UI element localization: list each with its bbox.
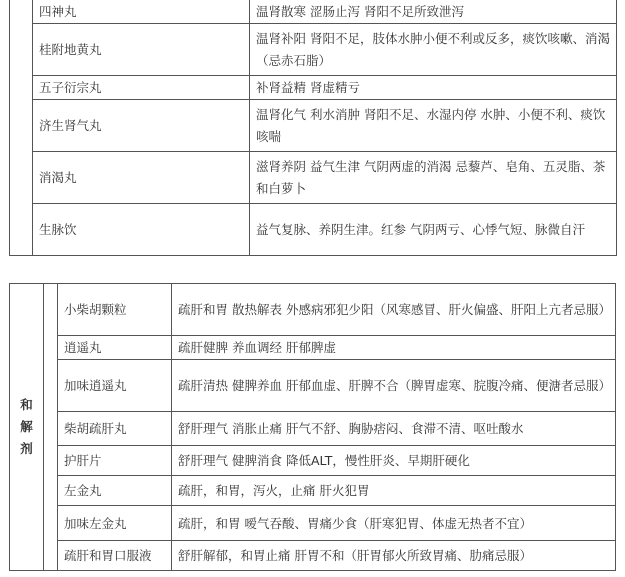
table-row [10,541,616,571]
table-row [10,0,617,24]
table-row [10,412,616,446]
table-row [10,446,616,476]
table-row [10,76,617,100]
formula-name: 五子衍宗丸 [33,76,250,100]
formula-name: 加味逍遥丸 [58,360,172,412]
formula-description: 疏肝健脾 养血调经 肝郁脾虚 [172,336,616,360]
formula-name: 小柴胡颗粒 [58,284,172,336]
formula-description: 疏肝，和胃，泻火，止痛 肝火犯胃 [172,476,616,506]
category-label [10,284,44,571]
formula-description: 疏肝清热 健脾养血 肝郁血虚、肝脾不合（脾胃虚寒、脘腹冷痛、便溏者忌服） [172,360,616,412]
formula-description: 温肾化气 利水消肿 肾阳不足、水湿内停 水肿、小便不利、痰饮咳喘 [250,100,617,152]
table-row [10,284,616,336]
formula-description: 疏肝和胃 散热解表 外感病邪犯少阳（风寒感冒、肝火偏盛、肝阳上亢者忌服） [172,284,616,336]
formula-name: 柴胡疏肝丸 [58,412,172,446]
formula-description: 舒肝理气 消胀止痛 肝气不舒、胸胁痞闷、食滞不清、呕吐酸水 [172,412,616,446]
table-row [10,100,617,152]
formula-description: 温肾补阳 肾阳不足，肢体水肿小便不利或反多，痰饮咳嗽、消渴（忌赤石脂） [250,24,617,76]
formula-name: 四神丸 [33,0,250,24]
formula-name: 桂附地黄丸 [33,24,250,76]
formula-name: 逍遥丸 [58,336,172,360]
formula-name: 护肝片 [58,446,172,476]
table-row [10,204,617,256]
table-row [10,152,617,204]
table-row [10,476,616,506]
formula-description: 舒肝解郁，和胃止痛 肝胃不和（肝胃郁火所致胃痛、肋痛忌服） [172,541,616,571]
category-char: 和 [20,397,33,412]
formula-name: 加味左金丸 [58,506,172,541]
category-char: 剂 [20,441,33,456]
formula-description: 补肾益精 肾虚精亏 [250,76,617,100]
table-row [10,360,616,412]
category-char: 解 [20,419,33,434]
formula-description: 温肾散寒 涩肠止泻 肾阳不足所致泄泻 [250,0,617,24]
formula-description: 舒肝理气 健脾消食 降低ALT，慢性肝炎、早期肝硬化 [172,446,616,476]
formula-name: 消渴丸 [33,152,250,204]
formula-table-harmonizing [9,283,616,571]
category-cell [10,0,33,256]
formula-name: 生脉饮 [33,204,250,256]
formula-description: 益气复脉、养阴生津。红参 气阴两亏、心悸气短、脉微自汗 [250,204,617,256]
formula-description: 滋肾养阴 益气生津 气阴两虚的消渴 忌藜芦、皂角、五灵脂、茶和白萝卜 [250,152,617,204]
formula-name: 济生肾气丸 [33,100,250,152]
formula-name: 左金丸 [58,476,172,506]
table-row [10,506,616,541]
formula-table-top [9,0,617,256]
spacer-cell [44,284,58,571]
formula-name: 疏肝和胃口服液 [58,541,172,571]
table-row [10,24,617,76]
formula-description: 疏肝，和胃 嗳气吞酸、胃痛少食（肝寒犯胃、体虚无热者不宜） [172,506,616,541]
table-row [10,336,616,360]
